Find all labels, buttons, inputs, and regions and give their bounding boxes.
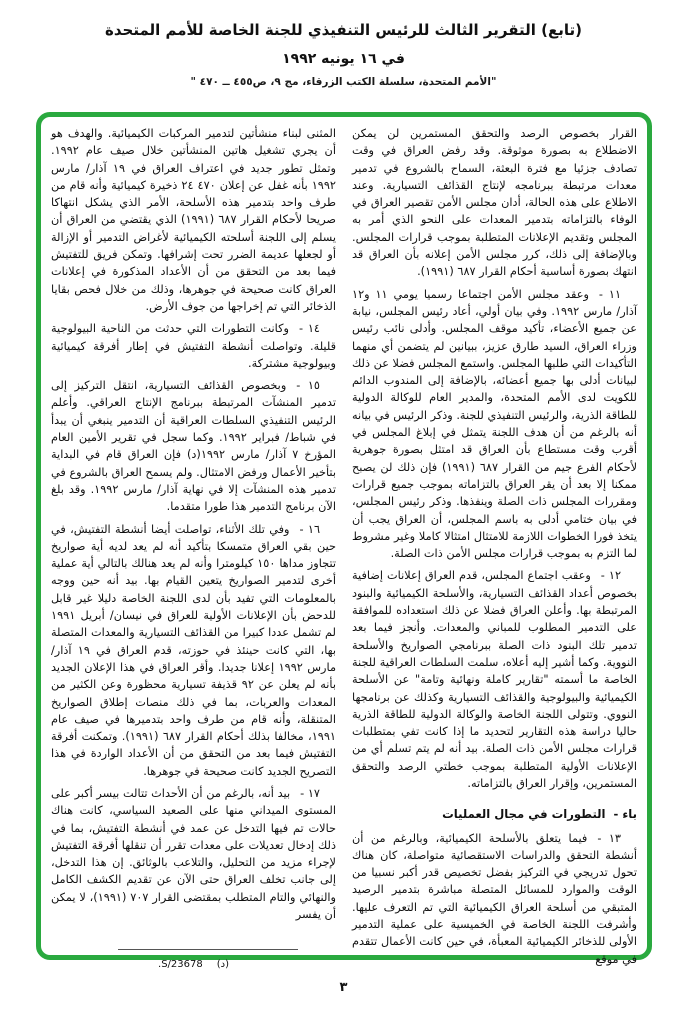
paragraph-12: [352, 567, 637, 792]
page-header: [0, 0, 687, 88]
paragraph-number: ١٧ -: [300, 786, 320, 800]
paragraph-text: وعقد مجلس الأمن اجتماعا رسميا يومي ١١ و١٢ آذار/ مارس ١٩٩٢. وفي بيان أولي، أعاد رئيس المجلس، نيابة عن جميع الأعضاء، تأكيد موقف المجلس. وأدلى نائب رئيس وزراء العراق، السيد طارق عزيز، ببيانين لم يتضمن أي منهما التأكيدات التي طلبها المجلس. واستمع المجلس فضلا عن ذلك لبيانات أدلى بها جميع أعضائه، بالإضافة إلى المندوب الدائم للكويت لدى الأمم المتحدة، والمدير العام للوكالة الدولية للطاقة الذرية، والرئيس التنفيذي للجنة. وذكر الرئيس في بيانه أنه بالرغم من أن هدف اللجنة يتمثل في إبلاغ المجلس في أقرب وقت مستطاع بأن العراق قد امتثل بصورة جوهرية لأحكام الفرع جيم من القرار ٦٨٧ (١٩٩١) فإن ذلك لن يصبح ممكنا إلا بعد أن يقر العراق بالتزاماته بموجب جميع قرارات ومقررات المجلس ذات الصلة وينفذها. وذكر رئيس المجلس، في بيان ختامي أدلى به باسم المجلس، أن العراق يجب أن يتخذ فورا الخطوات اللازمة للامتثال امتثالا كاملا وغير مشروط لما التزم به بموجب قرارات مجلس الأمن ذات الصلة.: [352, 287, 638, 561]
paragraph-text: وعقب اجتماع المجلس، قدم العراق إعلانات إضافية بخصوص أعداد القذائف التسيارية، والأسلحة الكيميائية والبنود المرتبطة بها. وأعلن العراق فضلا عن ذلك استعداده للموافقة على التدمير المطلوب للمباني والمعدات. وأنجز فيما بعد تدمير تلك البنود ذات الصلة ببرنامجي الصواريخ والأسلحة النووية. وكما أشير إليه أعلاه، سلمت السلطات العراقية للجنة الخاصة ما أسمته "تقارير كاملة ونهائية وتامة" عن الأسلحة الكيميائية والبيولوجية والقذائف التسيارية وكذلك عن برنامجها النووي. وتتولى اللجنة الخاصة والوكالة الدولية للطاقة الذرية حاليا دراسة هذه التقارير لتحديد ما إذا كانت تفي بمتطلبات قرارات مجلس الأمن ذات الصلة. بيد أنه لم يتم تسلم أي من الإعلانات الأولية المتطلبة بموجب خطتي الرصد والتحقق المستمرين، وإقرار العراق بالتزاماته.: [352, 569, 637, 790]
section-letter: باء -: [613, 807, 637, 822]
paragraph-text: القرار بخصوص الرصد والتحقق المستمرين لن يمكن الاضطلاع به بصورة موثوقة. وقد رفض العراق في وقت تصادف جزئيا مع فترة البعثة، السماح بالشروع في تدمير معدات مرتبطة ببرنامجه لإنتاج القذائف التسيارية. وعند الاطلاع على هذه الحالة، أدان مجلس الأمن تقصير العراق في الوفاء بالتزاماته بتدمير المعدات على النحو الذي أمر به المجلس وتقديم الإعلانات المتطلبة بموجب قرارات المجلس. وبالإضافة إلى ذلك، كرر مجلس الأمن إعلانه بأن العراق قد انتهك بصورة أساسية أحكام القرار ٦٨٧ (١٩٩١).: [352, 127, 637, 279]
paragraph-number: ١٥ -: [296, 379, 320, 393]
paragraph-number: ١٤ -: [298, 322, 320, 336]
document-date: في ١٦ يونيه ١٩٩٢: [282, 51, 405, 67]
paragraph-14: [51, 320, 336, 372]
footnote-block: [51, 949, 336, 973]
paragraph-text: وفي تلك الأثناء، تواصلت أيضا أنشطة التفتيش، في حين بقي العراق متمسكا بتأكيد أنه لم يعد لديه أية صواريخ تتجاوز مداها ١٥٠ كيلومترا وأنه لم يعد هنالك بالتالي أية عملية أخرى لتدمير الصواريخ يتعين القيام بها. بيد أنه حين ووجه بالمعلومات التي تفيد بأن لدى اللجنة الخاصة دليلا غير قابل للدحض بأن الإعلانات الأولية للعراق في نيسان/ أبريل ١٩٩١ لم تشمل عددا كبيرا من القذائف التسيارية والمعدات المتصلة بها، التي كانت حينئذ في حوزته، قدم العراق في ١٩ آذار/ مارس ١٩٩٢ إعلانا جديدا. وأقر العراق في هذا الإعلان الجديد بأنه لم يعلن عن ٩٢ قذيفة تسيارية محظورة وعن الكثير من المعدات والعربات، بما في ذلك منصات إطلاق الصواريخ المتنقلة، وأنه قام من طرف واحد بتدميرها في صيف عام ١٩٩١، مخالفا بذلك أحكام القرار ٦٨٧ (١٩٩١). وتمكنت أفرقة التفتيش فيما بعد من التحقق من أن الأعداد الواردة في هذا التصريح الجديد كانت صحيحة في جوهرها.: [51, 522, 336, 778]
paragraph-number: ١٣ -: [597, 831, 621, 845]
paragraph-text: فيما يتعلق بالأسلحة الكيميائية، وبالرغم من أن أنشطة التحقق والدراسات الاستقصائية متواصلة، كان هناك تحول تدريجي في التركيز بفضل تخصيص قدر أكبر نسبيا من الوقت والموارد للمسائل المتصلة مباشرة بتدمير الرصيد المتبقي من أسلحة العراق الكيميائية التي تم التعرف عليها. وأشرفت اللجنة الخاصة في الخميسية على عملية التدمير الأولى للذخائر الكيميائية المعبأة، في حين كانت الأعمال تتقدم في موقع: [352, 831, 637, 966]
left-column: [51, 125, 337, 971]
paragraph-number: ١٢ -: [600, 569, 622, 583]
footnote-marker: (د): [216, 959, 229, 971]
footnote-separator-rule: [118, 949, 298, 950]
paragraph-11: [352, 286, 637, 563]
green-border-content-box: [36, 112, 652, 971]
paragraph-13: [352, 830, 637, 968]
paragraph-text: بيد أنه، بالرغم من أن الأحداث تتالت بيسر أكبر على المستوى الميداني منها على الصعيد السياسي، كانت هناك حالات تم فيها التدخل عن عمد في أنشطة التفتيش، بما في ذلك إدخال تعديلات على معدات تقرر أن تنقلها أفرقة التفتيش لإجراء مزيد من التحليل، والتلاعب بالوثائق. إن هذا التدخل، إلى جانب تخلف العراق حتى الآن عن تقديم الكشف الكامل والنهائي والتام المتطلب بمقتضى القرار ٧٠٧ (١٩٩١)، لا يمكن أن يفسر: [51, 786, 337, 922]
paragraph-17: [51, 785, 336, 923]
two-column-layout: [51, 125, 638, 971]
footnote: [51, 956, 336, 973]
paragraph-number: ١١ -: [598, 287, 622, 301]
page-number: ٣: [339, 980, 348, 995]
paragraph-15: [51, 377, 336, 515]
paragraph-continuation-right: [352, 125, 637, 281]
paragraph-text: المثنى لبناء منشأتين لتدمير المركبات الكيميائية. والهدف هو أن يجري تشغيل هاتين المنشأتين خلال صيف عام ١٩٩٢. وتمثل تطور جديد في اعتراف العراق في ١٩ آذار/ مارس ١٩٩٢ بأنه غفل عن إعلان ٤٧٠ ٢٤ ذخيرة كيميائية وأنه قام من طرف واحد بتدمير هذه الأسلحة، الأمر الذي يشكل انتهاكا صريحا لأحكام القرار ٦٨٧ (١٩٩١) الذي يقتضي من العراق أن يسلم إلى اللجنة أسلحته الكيميائية لأغراض التدمير أو الإزالة أو لجعلها عديمة الضرر تحت إشرافها. وتمكن فريق للتفتيش فيما بعد من التحقق من أن الأعداد المذكورة في إعلانات العراق كانت صحيحة في جوهرها، وذلك من خلال فحص بقايا الذخائر التي تم إخراجها من جوف الأرض.: [51, 127, 337, 313]
paragraph-number: ١٦ -: [299, 522, 321, 536]
document-title: (تابع) التقرير الثالث للرئيس التنفيذي للجنة الخاصة للأمم المتحدة: [104, 21, 582, 39]
paragraph-16: [51, 521, 336, 780]
right-column: [352, 125, 638, 966]
document-source-citation: "الأمم المتحدة، سلسلة الكتب الزرقاء، مج ٩، ص٤٥٥ ــ ٤٧٠ ": [190, 76, 497, 88]
section-heading-b: [352, 806, 637, 823]
paragraph-text: وبخصوص القذائف التسيارية، انتقل التركيز إلى تدمير المنشآت المرتبطة ببرنامج الإنتاج العراقي. وأعلم الرئيس التنفيذي السلطات العراقية أن التدمير ينبغي أن يبدأ في شباط/ فبراير ١٩٩٢. وكما سجل في تقرير الأمين العام المؤرخ ٧ آذار/ مارس ١٩٩٢(د) فإن العراق قام في البداية بتأخير الأعمال ورفض الامتثال. ولم يسمح العراق بالشروع في تدمير هذه المنشآت إلا في نهاية آذار/ مارس ١٩٩٢. وقد بلغ الآن برنامج التدمير هذا طورا متقدما.: [51, 379, 336, 514]
footnote-reference: S/23678.: [158, 959, 203, 971]
paragraph-text: وكانت التطورات التي حدثت من الناحية البيولوجية قليلة. وتواصلت أنشطة التفتيش في إطار أفرقة كيميائية وبيولوجية مشتركة.: [51, 322, 336, 370]
paragraph-continuation-left: [51, 125, 336, 315]
section-title: التطورات في مجال العمليات: [442, 807, 606, 822]
